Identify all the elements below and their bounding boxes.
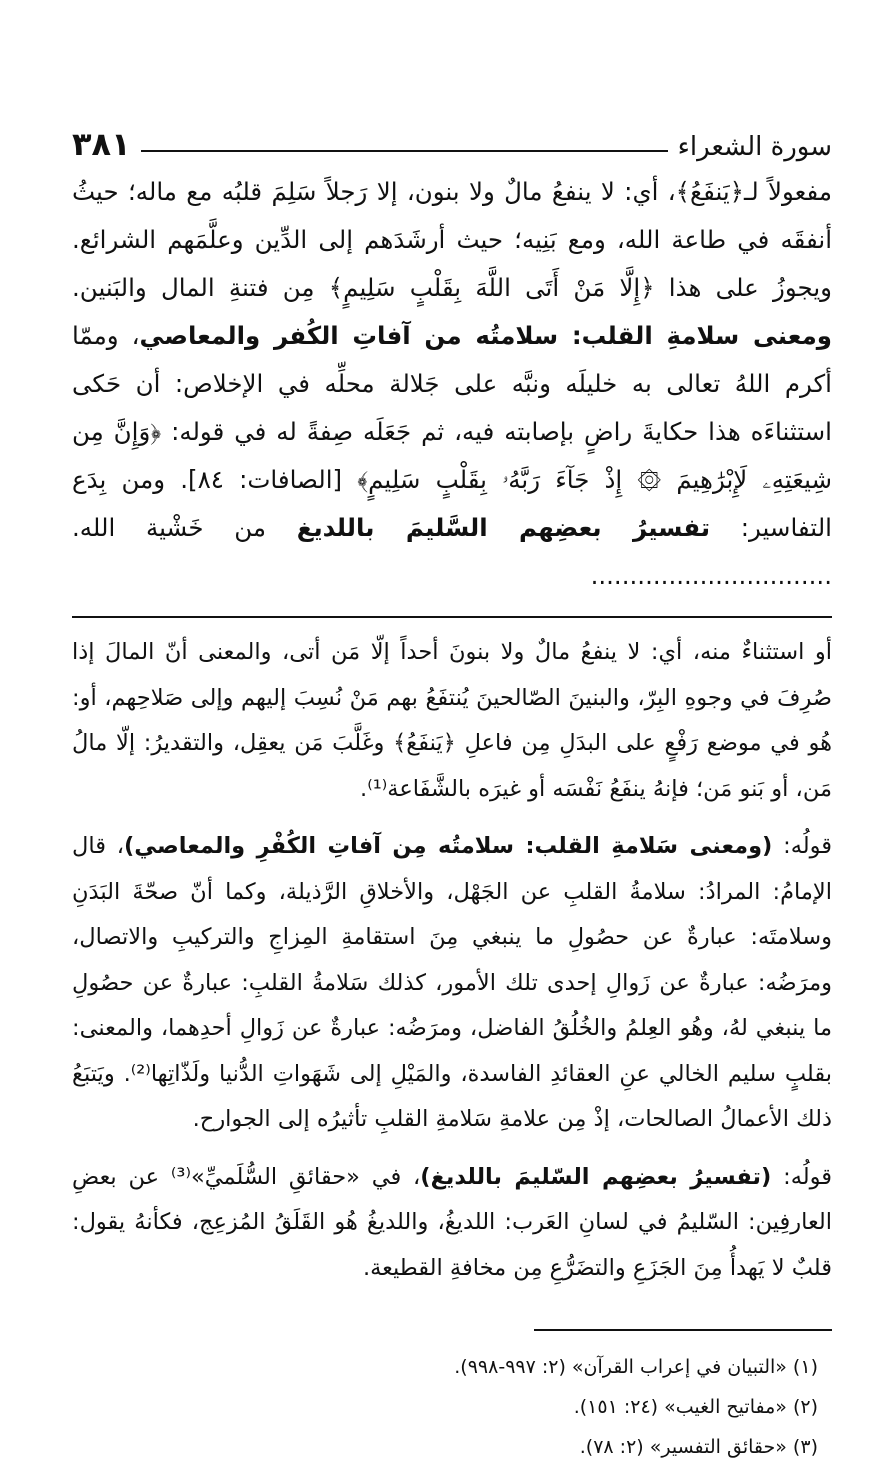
- surah-title: سورة الشعراء: [677, 132, 832, 162]
- commentary-body: ، قال الإمامُ: المرادُ: سلامةُ القلبِ عن الجَهْل، والأخلاقِ الرَّذيلة، وكما أنّ صحّةَ البَدَنِ وسلامتَه: عبارةٌ عن حصُولِ ما ينبغي مِنَ استقامةِ المِزاجِ والتركيبِ والاتصال، ومرَضُه: عبارةٌ عن زَوالِ إحدى تلك الأمور، كذلك سَلامةُ القلبِ: عبارةٌ عن حصُولِ ما ينبغي لهُ، وهُو العِلمُ والخُلُقُ الفاضل، ومرَضُه: عبارةٌ عن زَوالِ أحدِهما، والمعنى: بقلبٍ سليم الخالي عنِ العقائدِ الفاسدة، والمَيْلِ إلى شَهَواتِ الدُّنيا ولَذّاتِها⁽²⁾. ويَتبَعُ ذلك الأعمالُ الصالحات، إذْ مِن علامةِ سَلامةِ القلبِ تأثيرُه إلى الجوارح.: [72, 833, 833, 1132]
- footnote-divider: [534, 1329, 832, 1331]
- commentary-text: [72, 630, 832, 1291]
- commentary-quote: (ومعنى سَلامةِ القلب: سلامتُه مِن آفاتِ الكُفْرِ والمعاصي): [123, 833, 773, 859]
- section-divider: [72, 616, 832, 618]
- footnotes: [72, 1347, 832, 1467]
- main-text-part: من خَشْية الله.: [72, 513, 297, 542]
- commentary-lead: قولُه:: [771, 1163, 832, 1190]
- footnote: (٢) «مفاتيح الغيب» (٢٤: ١٥١).: [573, 1396, 818, 1418]
- header-rule: [141, 150, 668, 152]
- book-page: [72, 80, 832, 1467]
- commentary-paragraph: [72, 824, 832, 1143]
- main-text-part: مفعولاً لـ﴿يَنفَعُ﴾، أي: لا ينفعُ مالٌ ولا بنون، إلا رَجلاً سَلِمَ قلبُه مع ماله؛ حيثُ أنفقَه في طاعة الله، ومع بَنِيه؛ حيث أرشَدَهم إلى الدِّين وعلَّمَهم الشرائع. ويجوزُ على هذا ﴿إِلَّا مَنْ أَتَى اللَّهَ بِقَلْبٍ سَلِيمٍ﴾ مِن فتنةِ المال والبَنين.: [72, 177, 832, 302]
- page-number: ٣٨١: [72, 125, 131, 163]
- main-bold-phrase: تفسيرُ بعضِهم السَّليمَ باللديغ: [296, 513, 711, 542]
- commentary-paragraph: أو استثناءٌ منه، أي: لا ينفعُ مالٌ ولا بنونَ أحداً إلّا مَن أتى، والمعنى أنّ المالَ إذا صُرِفَ في وجوهِ البِرّ، والبنينَ الصّالحينَ يُنتفَعُ بهم مَنْ نُسِبَ إليهم وإلى صَلاحِهم، أو: هُو في موضع رَفْعٍ على البدَلِ مِن فاعلِ ﴿يَنفَعُ﴾ وغَلَّبَ مَن يعقِل، والتقديرُ: إلّا مالُ مَن، أو بَنو مَن؛ فإنهُ ينفَعُ نَفْسَه أو غيرَه بالشَّفَاعة⁽¹⁾.: [72, 639, 832, 802]
- main-bold-phrase: ومعنى سلامةِ القلب: سلامتُه من آفاتِ الكُفر والمعاصي: [139, 321, 832, 350]
- running-header: [72, 80, 832, 163]
- tafsir-main-text: [72, 168, 832, 600]
- commentary-lead: قولُه:: [772, 833, 832, 859]
- footnote: (٣) «حقائق التفسير» (٢: ٧٨).: [579, 1436, 818, 1458]
- main-paragraph: [72, 168, 832, 600]
- commentary-quote: (تفسيرُ بعضِهم السّليمَ باللديغ): [420, 1163, 772, 1190]
- main-text-part: ، وممّا أكرم اللهُ تعالى به خليلَه ونبَّه على جَلالة محلِّه في الإخلاص: أن حَكى استثناءَه هذا حكايةَ راضٍ بإصابته فيه، ثم جَعَلَه صِفةً له في قوله: ﴿وَإِنَّ مِن شِيعَتِهِۦ لَإِبْرَٰهِيمَ ۞ إِذْ جَآءَ رَبَّهُۥ بِقَلْبٍ سَلِيمٍ﴾ [الصافات: ٨٤]. ومن بِدَع التفاسير:: [72, 321, 832, 542]
- footnote: (١) «التبيان في إعراب القرآن» (٢: ٩٩٧-٩٩٨).: [454, 1356, 818, 1378]
- dotted-leader: ...............................: [590, 561, 832, 590]
- commentary-body: ، في «حقائقِ السُّلَميِّ»⁽³⁾ عن بعضِ العارفِين: السّليمُ في لسانِ العَرب: اللديغُ، واللديغُ هُو القَلَقُ المُزعِج، فكأنهُ يقول: قلبٌ لا يَهدأُ مِنَ الجَزَعِ والتضَرُّعِ مِن مخافةِ القطيعة.: [72, 1163, 832, 1281]
- commentary-paragraph: [72, 1155, 832, 1292]
